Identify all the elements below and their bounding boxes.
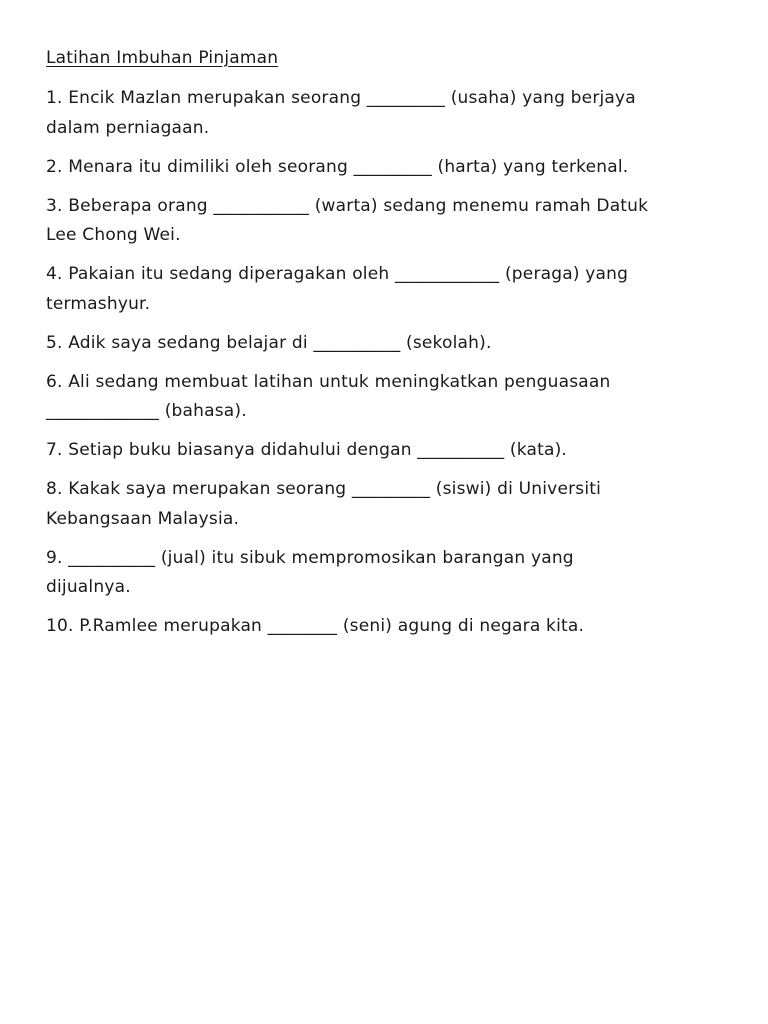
question-9 <box>46 544 726 603</box>
question-7 <box>46 436 726 466</box>
question-line: Kebangsaan Malaysia. <box>46 508 240 529</box>
question-line: 9. __________ (jual) itu sibuk mempromosikan barangan yang <box>46 547 574 568</box>
question-line: 6. Ali sedang membuat latihan untuk meningkatkan penguasaan <box>46 371 611 392</box>
question-line: dalam perniagaan. <box>46 117 210 138</box>
question-line: 1. Encik Mazlan merupakan seorang _________ (usaha) yang berjaya <box>46 88 636 108</box>
question-line: 10. P.Ramlee merupakan ________ (seni) agung di negara kita. <box>46 616 585 636</box>
question-line: 8. Kakak saya merupakan seorang _________ (siswi) di Universiti <box>46 479 602 499</box>
question-8 <box>46 475 726 534</box>
question-10 <box>46 612 726 642</box>
question-1 <box>46 84 726 143</box>
question-3 <box>46 192 726 251</box>
question-line: _____________ (bahasa). <box>46 401 247 421</box>
question-line: 7. Setiap buku biasanya didahului dengan __________ (kata). <box>46 440 568 460</box>
worksheet <box>46 44 726 651</box>
question-line: Lee Chong Wei. <box>46 225 181 245</box>
question-line: 3. Beberapa orang ___________ (warta) sedang menemu ramah Datuk <box>46 195 649 216</box>
question-6 <box>46 368 726 427</box>
question-line: dijualnya. <box>46 577 131 597</box>
question-line: 4. Pakaian itu sedang diperagakan oleh ____________ (peraga) yang <box>46 264 629 284</box>
question-4 <box>46 260 726 319</box>
question-line: termashyur. <box>46 293 151 314</box>
question-line: 2. Menara itu dimiliki oleh seorang _________ (harta) yang terkenal. <box>46 156 629 177</box>
worksheet-title: Latihan Imbuhan Pinjaman <box>46 48 279 68</box>
question-line: 5. Adik saya sedang belajar di __________ (sekolah). <box>46 332 492 353</box>
question-2 <box>46 153 726 183</box>
question-5 <box>46 329 726 359</box>
